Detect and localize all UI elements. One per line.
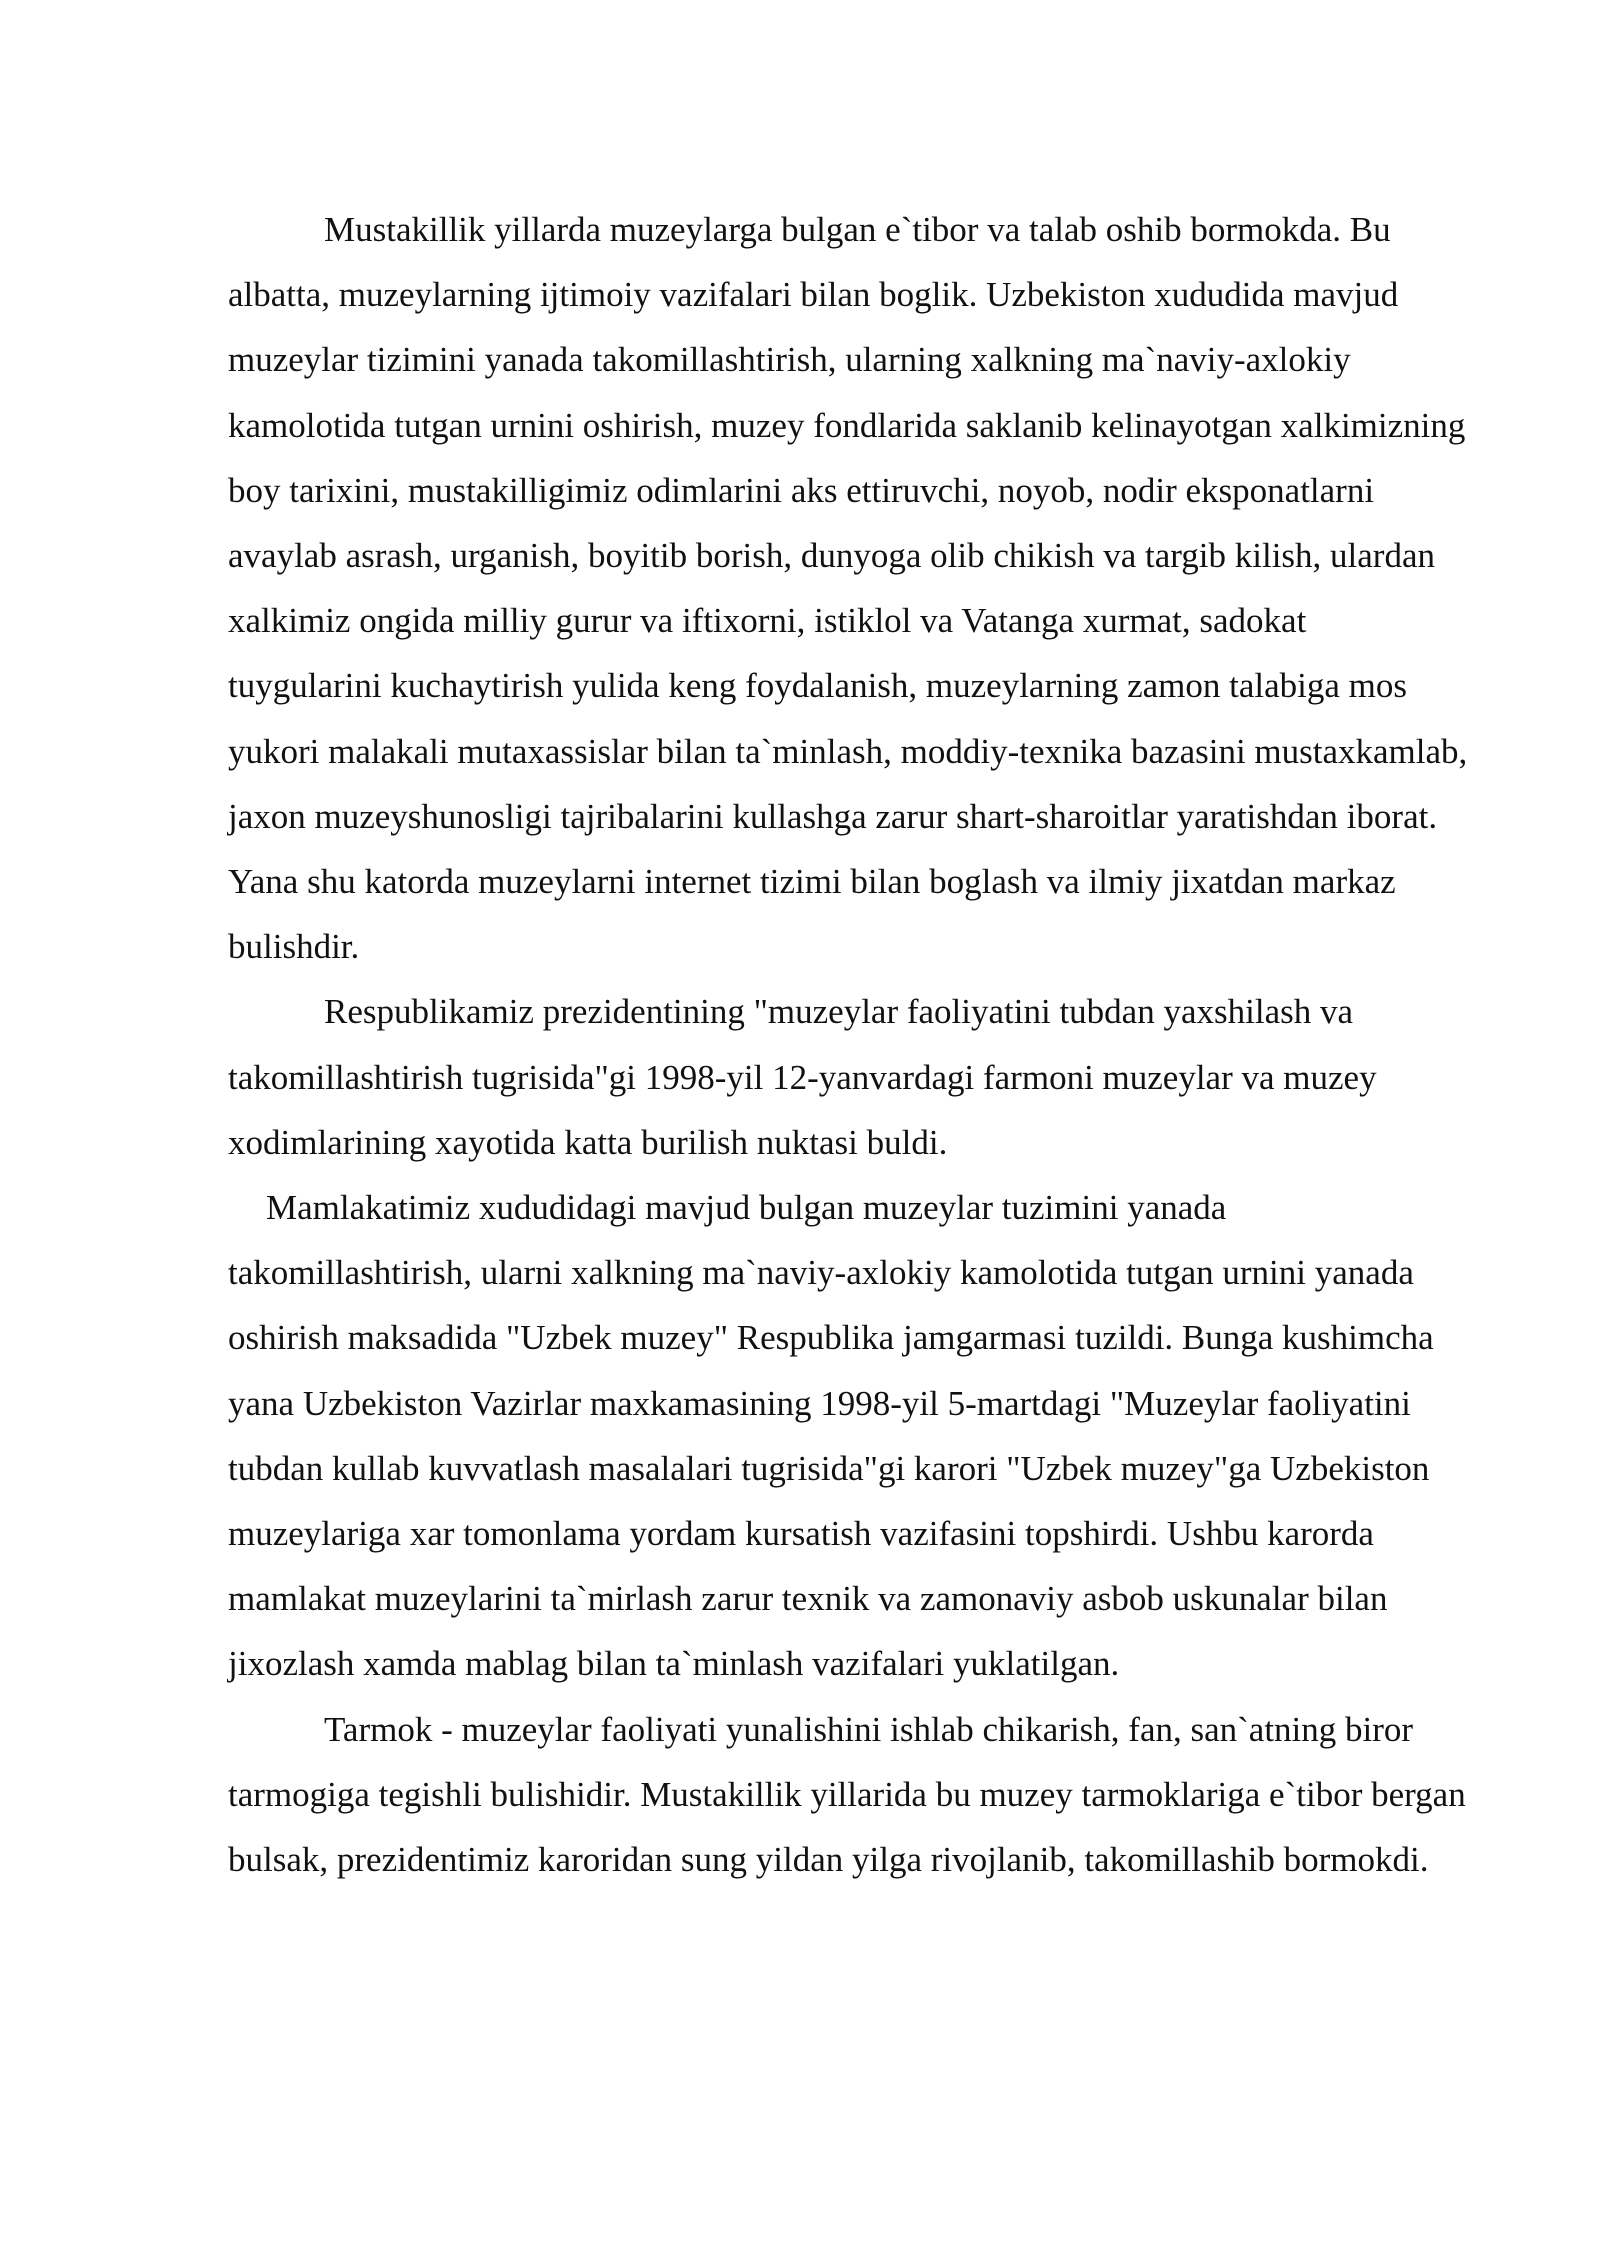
document-body — [228, 197, 1468, 1892]
paragraph-2: Respublikamiz prezidentining "muzeylar faoliyatini tubdan yaxshilash va takomillashtirish tugrisida"gi 1998-yil 12-yanvardagi farmoni muzeylar va muzey xodimlarining xayotida katta burilish nuktasi buldi. — [228, 992, 1377, 1162]
paragraph-1: Mustakillik yillarda muzeylarga bulgan e`tibor va talab oshib bormokda. Bu albatta, muzeylarning ijtimoiy vazifalari bilan boglik. Uzbekiston xududida mavjud muzeylar tizimini yanada takomillashtirish, ularning xalkning ma`naviy-axlokiy kamolotida tutgan urnini oshirish, muzey fondlarida saklanib kelinayotgan xalkimizning boy tarixini, mustakilligimiz odimlarini aks ettiruvchi, noyob, nodir eksponatlarni avaylab asrash, urganish, boyitib borish, dunyoga olib chikish va targib kilish, ulardan xalkimiz ongida milliy gurur va iftixorni, istiklol va Vatanga xurmat, sadokat tuygularini kuchaytirish yulida keng foydalanish, muzeylarning zamon talabiga mos yukori malakali mutaxassislar bilan ta`minlash, moddiy-texnika bazasini mustaxkamlab, jaxon muzeyshunosligi tajribalarini kullashga zarur shart-sharoitlar yaratishdan iborat. Yana shu katorda muzeylarni internet tizimi bilan boglash va ilmiy jixatdan markaz bulishdir. — [228, 210, 1468, 967]
paragraph-3: Mamlakatimiz xududidagi mavjud bulgan muzeylar tuzimini yanada takomillashtirish, ularni xalkning ma`naviy-axlokiy kamolotida tutgan urnini yanada oshirish maksadida "Uzbek muzey" Respublika jamgarmasi tuzildi. Bunga kushimcha yana Uzbekiston Vazirlar maxkamasining 1998-yil 5-martdagi "Muzeylar faoliyatini tubdan kullab kuvvatlash masalalari tugrisida"gi karori "Uzbek muzey"ga Uzbekiston muzeylariga xar tomonlama yordam kursatish vazifasini topshirdi. Ushbu karorda mamlakat muzeylarini ta`mirlash zarur texnik va zamonaviy asbob uskunalar bilan jixozlash xamda mablag bilan ta`minlash vazifalari yuklatilgan. — [228, 1188, 1434, 1684]
paragraph-4: Tarmok - muzeylar faoliyati yunalishini ishlab chikarish, fan, san`atning biror tarmogiga tegishli bulishidir. Mustakillik yillarida bu muzey tarmoklariga e`tibor bergan bulsak, prezidentimiz karoridan sung yildan yilga rivojlanib, takomillashib bormokdi. — [228, 1709, 1466, 1880]
